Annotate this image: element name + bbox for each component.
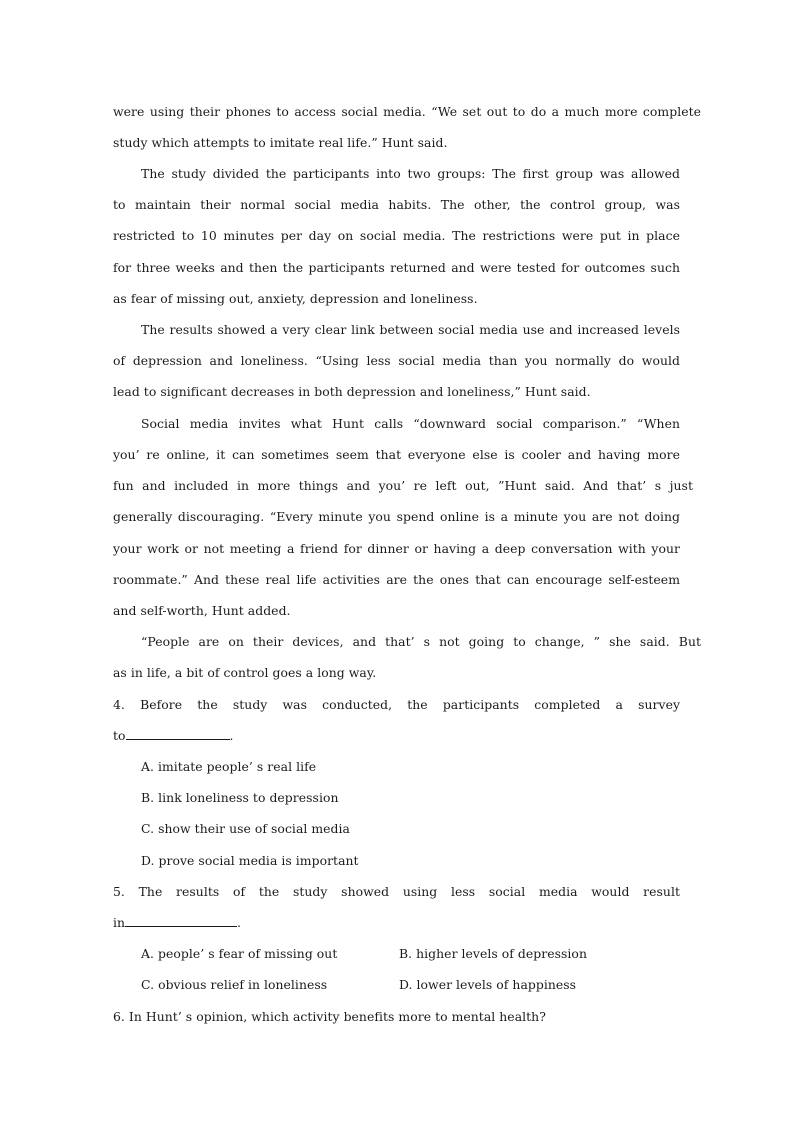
passage-line: generally discouraging. “Every minute you spend online is a minute you are not doing — [113, 509, 680, 524]
option-d: D. lower levels of happiness — [399, 977, 577, 992]
question-stem-continued: in . — [113, 915, 242, 930]
option-b: B. higher levels of depression — [399, 946, 587, 961]
option-b: B. link loneliness to depression — [141, 790, 339, 805]
option-a: A. imitate people’ s real life — [141, 759, 317, 774]
option-a: A. people’ s fear of missing out — [141, 946, 338, 961]
option-c: C. obvious relief in loneliness — [141, 977, 328, 992]
question-stem: 4. Before the study was conducted, the participants completed a survey — [113, 697, 680, 712]
option-d: D. prove social media is important — [141, 853, 359, 868]
passage-line: you’ re online, it can sometimes seem that everyone else is cooler and having more — [113, 447, 680, 462]
passage-line: were using their phones to access social media. “We set out to do a much more complete — [113, 104, 701, 119]
passage-line: your work or not meeting a friend for dinner or having a deep conversation with your — [113, 541, 680, 556]
passage-line: as fear of missing out, anxiety, depression and loneliness. — [113, 291, 478, 306]
passage-line: roommate.” And these real life activities are the ones that can encourage self-esteem — [113, 572, 680, 587]
answer-blank — [126, 728, 230, 740]
question-stem: 5. The results of the study showed using less social media would result — [113, 884, 680, 899]
passage-line: to maintain their normal social media habits. The other, the control group, was — [113, 197, 680, 212]
passage-line: of depression and loneliness. “Using less social media than you normally do would — [113, 353, 680, 368]
answer-blank — [125, 915, 237, 927]
option-c: C. show their use of social media — [141, 821, 350, 836]
passage-line: restricted to 10 minutes per day on social media. The restrictions were put in place — [113, 228, 680, 243]
passage-line: The results showed a very clear link between social media use and increased levels — [141, 322, 680, 337]
passage-line: The study divided the participants into two groups: The first group was allowed — [141, 166, 680, 181]
passage-line: as in life, a bit of control goes a long way. — [113, 665, 377, 680]
passage-line: Social media invites what Hunt calls “downward social comparison.” “When — [141, 416, 680, 431]
passage-line: “People are on their devices, and that’ s not going to change, ” she said. But — [141, 634, 701, 649]
passage-line: and self-worth, Hunt added. — [113, 603, 291, 618]
passage-line: for three weeks and then the participants returned and were tested for outcomes such — [113, 260, 680, 275]
passage-line: fun and included in more things and you’ re left out, ”Hunt said. And that’ s just — [113, 478, 693, 493]
question-stem: 6. In Hunt’ s opinion, which activity benefits more to mental health? — [113, 1009, 546, 1024]
question-stem-continued: to . — [113, 728, 234, 743]
passage-line: study which attempts to imitate real life.” Hunt said. — [113, 135, 448, 150]
passage-line: lead to significant decreases in both depression and loneliness,” Hunt said. — [113, 384, 591, 399]
